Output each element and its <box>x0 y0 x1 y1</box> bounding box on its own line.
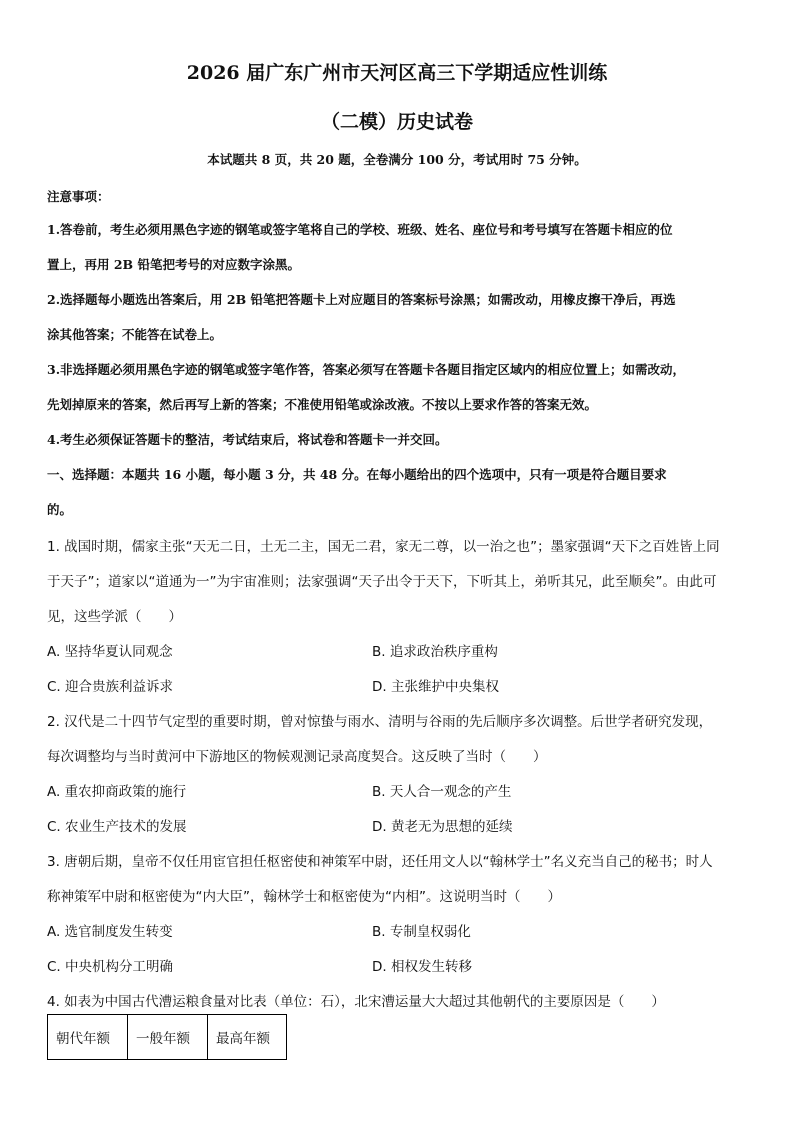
notice-line: 2.选择题每小题选出答案后，用 2B 铅笔把答题卡上对应题目的答案标号涂黑；如需改动，用橡皮擦干净后，再选 <box>47 292 676 307</box>
table-header-row <box>48 1015 287 1060</box>
question-2-text: 2. 汉代是二十四节气定型的重要时期，曾对惊蛰与雨水、清明与谷雨的先后顺序多次调整。后世学者研究发现， <box>47 714 713 730</box>
question-3-option-b: B. 专制皇权弱化 <box>372 924 471 940</box>
question-2-option-d: D. 黄老无为思想的延续 <box>372 819 513 835</box>
question-2-option-c: C. 农业生产技术的发展 <box>47 819 187 835</box>
table-header-cell: 朝代年额 <box>48 1015 128 1060</box>
question-2-text: 每次调整均与当时黄河中下游地区的物候观测记录高度契合。这反映了当时（ ） <box>47 749 547 765</box>
notice-line: 先划掉原来的答案，然后再写上新的答案；不准使用铅笔或涂改液。不按以上要求作答的答案无效。 <box>47 397 598 412</box>
question-1-option-d: D. 主张维护中央集权 <box>372 679 499 695</box>
notice-line: 4.考生必须保证答题卡的整洁，考试结束后，将试卷和答题卡一并交回。 <box>47 432 448 447</box>
question-2-option-a: A. 重农抑商政策的施行 <box>47 784 187 800</box>
question-4-text: 4. 如表为中国古代漕运粮食量对比表（单位：石），北宋漕运量大大超过其他朝代的主要原因是（ ） <box>47 994 665 1010</box>
notice-line: 置上，再用 2B 铅笔把考号的对应数字涂黑。 <box>47 257 300 272</box>
notice-line: 1.答卷前，考生必须用黑色字迹的钢笔或签字笔将自己的学校、班级、姓名、座位号和考号填写在答题卡相应的位 <box>47 222 673 237</box>
question-1-option-b: B. 追求政治秩序重构 <box>372 644 498 660</box>
question-1-text: 1. 战国时期，儒家主张“天无二日，土无二主，国无二君，家无二尊，以一治之也”；墨家强调“天下之百姓皆上同 <box>47 539 720 555</box>
exam-title-line2: （二模）历史试卷 <box>320 111 473 133</box>
notice-line: 3.非选择题必须用黑色字迹的钢笔或签字笔作答，答案必须写在答题卡各题目指定区域内的相应位置上；如需改动， <box>47 362 686 377</box>
section-heading-cont: 的。 <box>47 502 73 517</box>
question-3-text: 3. 唐朝后期，皇帝不仅任用宦官担任枢密使和神策军中尉，还任用文人以“翰林学士”名义充当自己的秘书；时人 <box>47 854 713 870</box>
question-3-text: 称神策军中尉和枢密使为“内大臣”，翰林学士和枢密使为“内相”。这说明当时（ ） <box>47 889 561 905</box>
question-1-option-a: A. 坚持华夏认同观念 <box>47 644 173 660</box>
notice-line: 涂其他答案；不能答在试卷上。 <box>47 327 223 342</box>
exam-title-line1: 2026 届广东广州市天河区高三下学期适应性训练 <box>186 62 608 84</box>
question-1-option-c: C. 迎合贵族利益诉求 <box>47 679 174 695</box>
section-heading: 一、选择题：本题共 16 小题，每小题 3 分，共 48 分。在每小题给出的四个选项中，只有一项是符合题目要求 <box>47 467 667 482</box>
table-header-cell: 最高年额 <box>208 1015 287 1060</box>
question-1-text: 见，这些学派（ ） <box>47 609 182 625</box>
question-2-option-b: B. 天人合一观念的产生 <box>372 784 512 800</box>
table-header-cell: 一般年额 <box>128 1015 208 1060</box>
question-3-option-c: C. 中央机构分工明确 <box>47 959 174 975</box>
grain-transport-table <box>47 1014 287 1060</box>
question-3-option-a: A. 选官制度发生转变 <box>47 924 173 940</box>
notice-heading: 注意事项： <box>47 189 110 204</box>
exam-subtitle: 本试题共 8 页，共 20 题，全卷满分 100 分，考试用时 75 分钟。 <box>207 152 587 167</box>
question-1-text: 于天子”；道家以“道通为一”为宇宙准则；法家强调“天子出令于天下，下听其上，弟听其兄，此至顺矣”。由此可 <box>47 574 717 590</box>
question-3-option-d: D. 相权发生转移 <box>372 959 472 975</box>
